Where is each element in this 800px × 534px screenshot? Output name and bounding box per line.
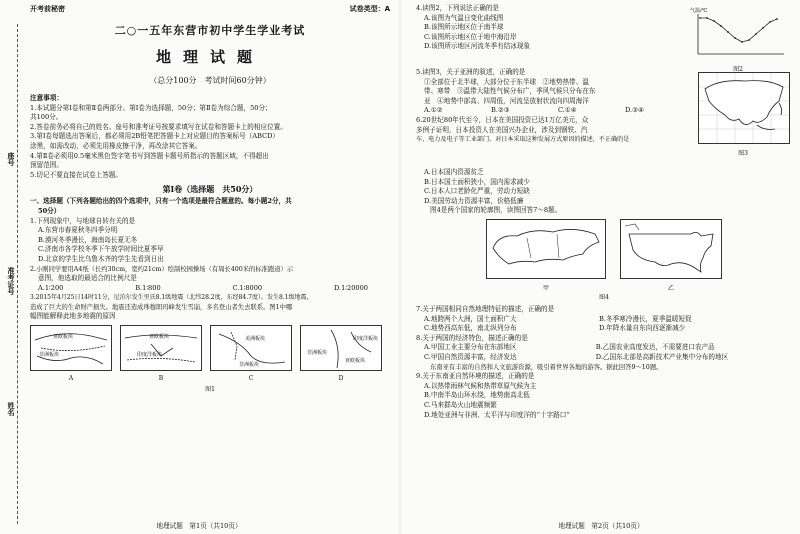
section-instruction: 一、选择题（下列各题给出的四个选项中，只有一个选项是最符合题意的。每小题2分，共 — [30, 197, 292, 206]
binding-gutter — [0, 0, 28, 534]
question-2-cont: 意图，他选取的最适合的比例尺是 — [38, 274, 137, 283]
q7-option-c: C.地势西高东低，南北纵列分布 — [424, 324, 517, 333]
q7-options-row-1 — [416, 315, 792, 325]
exam-page-1 — [0, 0, 398, 534]
paper-type-label: 试卷类型：A — [349, 5, 390, 13]
fig4-label-jia: 甲 — [542, 284, 549, 292]
asia-map — [698, 72, 790, 144]
notes-heading: 注意事项： — [30, 94, 63, 102]
subject-title: 地理试题 — [155, 48, 264, 66]
page-header — [30, 4, 390, 14]
notes-block — [30, 94, 390, 180]
q1-option-c: C.济南市各学校冬季下午放学时间比夏季早 — [38, 245, 164, 254]
q1-option-d: D.北京的学生比乌鲁木齐的学生先看到日出 — [38, 254, 164, 263]
question-6: 6.20世纪80年代至今，日本在美国投资已达1万亿美元，众 — [416, 115, 589, 124]
figure-2 — [688, 4, 788, 73]
question-6-cont2: 车、电力及电子等工业部门。对日本采取这种发展方式原因的描述，不正确的是 — [416, 136, 630, 144]
section-instruction-cont: 50分） — [38, 206, 61, 215]
plate-map-a — [30, 325, 112, 371]
q9-option-b: B.中南半岛山环水绕，地势南高北低 — [424, 391, 530, 400]
note-line: 4.第Ⅱ卷必须用0.5毫米黑色签字笔书写到答题卡题号所指示的答题区域，不得超出 — [30, 151, 269, 160]
question-2: 2.小刚同学要用A4纸（长约30cm，宽约21cm）绘制校园操场（有周长400米的标准跑道）示 — [30, 265, 294, 273]
note-line: 2.答卷前务必将自己的姓名、座号和准考证号按要求填写在试卷和答题卡上的相应位置。 — [30, 122, 287, 131]
fig4-label-yi: 乙 — [667, 284, 674, 292]
q4-option-d: D.该图所示地区河流冬季有结冰现象 — [424, 42, 531, 51]
figure-1 — [30, 325, 390, 382]
plate-label: 非洲板块 — [307, 350, 328, 357]
plate-label: 非洲板块 — [39, 352, 60, 359]
question-3: 3.2015年4月25日14时11分，尼泊尔发生里氏8.1级地震（北纬28.2度，东经84.7度）。发生8.1级地震， — [30, 294, 313, 302]
q2-options — [30, 284, 368, 294]
q1-option-b: B.漠河冬季漫长，海南岛长夏无冬 — [38, 235, 138, 244]
fig1-letter-a: A — [68, 375, 74, 383]
page-2-footer: 地理试题 第2页（共10页） — [558, 522, 644, 530]
question-7: 7.关于两国相同自然地理特征的描述，正确的是 — [416, 304, 555, 313]
question-8: 8.关于两国的经济特色，描述正确的是 — [416, 333, 528, 342]
q5-option-c: C.①④ — [557, 106, 577, 115]
fig1-letter-b: B — [158, 375, 164, 383]
page-2-content — [416, 4, 792, 420]
q5-statement-line: ①全部位于北半球，大部分位于东半球 ②地势热带、温 — [424, 77, 589, 86]
q9-option-d: D.地处亚洲与非洲、太平洋与印度洋的“十字路口” — [424, 410, 570, 419]
q5-text — [416, 68, 688, 145]
question-3-cont: 造成了巨大的生命财产损失。地震还造成珠穆朗玛峰发生雪崩，多名登山者失去联系。图1中哪 — [30, 303, 293, 311]
question-5: 5.读图3，关于亚洲的叙述，正确的是 — [416, 68, 526, 76]
plate-label: 亚欧板块 — [345, 358, 366, 365]
plate-label: 印度洋板块 — [353, 336, 379, 343]
q1-option-a: A.东营市春夏秋冬四季分明 — [38, 226, 118, 235]
note-line: 1.本试题分第Ⅰ卷和第Ⅱ卷两部分。第Ⅰ卷为选择题，50分；第Ⅱ卷为综合题，50分； — [30, 103, 272, 112]
note-line: 5.切记不要直接在试卷上答题。 — [30, 170, 123, 179]
question-3-cont2: 幅图能解释此地多地震的原因 — [30, 312, 116, 321]
q8-options-row-2 — [416, 353, 792, 363]
fig4-caption: 图4 — [599, 293, 609, 301]
name-label: 姓名 — [7, 402, 15, 416]
q7-option-b: B.冬季寒冷漫长，夏季温暖短促 — [599, 314, 692, 323]
part-title: 第Ⅰ卷（选择题 共50分） — [162, 184, 258, 195]
q8-option-c: C.甲国自然资源丰富，经济发达 — [424, 352, 517, 361]
q5-options — [416, 106, 644, 116]
fig1-letter-d: D — [338, 375, 344, 383]
fig3-caption: 图3 — [738, 150, 748, 157]
fig1-panel-d — [300, 325, 382, 382]
plate-map-d — [300, 325, 382, 371]
plate-label: 亚欧板块 — [53, 334, 74, 341]
q5-option-d: D.③④ — [624, 106, 644, 115]
q5-statement-line: 亚 ④地势中部高、四周低，河流呈放射状流向四周海洋 — [424, 96, 589, 105]
q8-option-b: B.乙国农业高度发达，不需要进口农产品 — [595, 343, 715, 352]
plate-label: 亚欧板块 — [149, 334, 170, 341]
question-6-cont: 多例子证明，日本投资人在美国兴办企业，涉及到钢铁、汽 — [416, 125, 588, 134]
q5-statement-line: 带、寒带 ③温带大陆性气候分布广，季风气候只分布在东 — [424, 87, 596, 96]
score-line: （总分100分 考试时间60分钟） — [149, 76, 271, 85]
q2-option-b: B.1∶800 — [135, 283, 161, 292]
exam-id-label: 准考证号 — [7, 267, 15, 295]
note-line: 涂黑，如需改动，必须先用橡皮擦干净，再改涂其它答案。 — [30, 141, 202, 150]
fig2-caption: 图2 — [733, 66, 743, 73]
q8-options-row-1 — [416, 343, 792, 353]
q5-q6-block — [416, 68, 792, 168]
question-1: 1.下列现象中，与地球自转有关的是 — [30, 216, 136, 225]
q6-option-d: D.美国劳动力资源丰富，价格低廉 — [424, 196, 524, 205]
q4-option-c: C.该图所示地区位于地中海沿岸 — [424, 32, 517, 41]
seat-number-label: 座号 — [7, 152, 15, 166]
q2-option-c: C.1∶8000 — [232, 283, 263, 292]
q4-option-b: B.该图所示地区位于南半球 — [424, 23, 504, 32]
page-1-content — [30, 4, 390, 393]
russia-outline-map — [486, 219, 606, 279]
q7-options-row-2 — [416, 324, 792, 334]
q5-option-b: B.②③ — [490, 106, 510, 115]
confidential-label: 开考前秘密 — [30, 5, 65, 13]
plate-map-c — [210, 325, 292, 371]
temperature-chart — [688, 4, 788, 60]
fig1-caption: 图1 — [205, 386, 215, 394]
figure-3 — [698, 72, 790, 157]
fig1-letter-c: C — [248, 375, 254, 383]
plate-label: 印度洋板块 — [137, 352, 163, 359]
q6-option-a: A.日本国内资源贫乏 — [424, 168, 484, 176]
q8-option-d: D.乙国东北部是高新技术产业集中分布的地区 — [595, 352, 729, 361]
q2-option-d: D.1∶20000 — [333, 283, 368, 292]
q6-option-c: C.日本人口老龄化严重，劳动力短缺 — [424, 187, 530, 196]
exam-page-2 — [402, 0, 800, 534]
page-1-footer: 地理试题 第1页（共10页） — [156, 522, 242, 530]
figure-4-intro: 图4是两个国家的轮廓图，读图回答7～8题。 — [430, 206, 562, 215]
q8-option-a: A.甲国工业主要分布在东部地区 — [424, 343, 517, 352]
plate-label: 非洲板块 — [239, 362, 260, 369]
usa-outline-map — [620, 219, 722, 279]
q5-option-a: A.①② — [424, 106, 443, 115]
q7-option-a: A.地跨两个大洲，国土面积广大 — [424, 314, 517, 323]
fig1-panel-b — [120, 325, 202, 382]
exam-title: 二○一五年东营市初中学生学业考试 — [114, 24, 306, 37]
fig4-panel-jia — [486, 219, 606, 292]
question-4: 4.读图2，下列说法正确的是 — [416, 4, 500, 12]
fig2-y-label: 气温/℃ — [690, 8, 708, 14]
q2-option-a: A.1∶200 — [38, 283, 64, 292]
note-line: 3.第Ⅰ卷每题选出答案后，都必须用2B铅笔把答题卡上对应题目的答案标号（ABCD） — [30, 132, 279, 141]
question-9: 9.关于东南亚自然环境的描述，正确的是 — [416, 372, 535, 381]
note-line: 预留范围。 — [30, 161, 63, 170]
note-line: 共100分。 — [30, 113, 63, 122]
q7-option-d: D.年降水量自东向西逐渐减少 — [599, 324, 686, 333]
plate-map-b — [120, 325, 202, 371]
q9-option-a: A.以热带雨林气候和热带草原气候为主 — [424, 381, 537, 390]
q9-option-c: C.马来群岛火山地震频繁 — [424, 400, 497, 409]
q4-text — [416, 4, 686, 52]
q6-option-b: B.日本国土面积狭小，国内需求减少 — [424, 177, 530, 186]
plate-label: 美洲板块 — [245, 336, 266, 343]
fig4-panel-yi — [620, 219, 722, 292]
cut-line — [17, 24, 18, 524]
q9-intro: 东南亚有丰富的自然和人文旅游资源，吸引着世界各地的游客。据此回答9～10题。 — [430, 363, 663, 371]
fig1-panel-c — [210, 325, 292, 382]
figure-4 — [416, 219, 792, 292]
fig1-panel-a — [30, 325, 112, 382]
q4-option-a: A.该图为气温日变化曲线图 — [424, 13, 504, 22]
